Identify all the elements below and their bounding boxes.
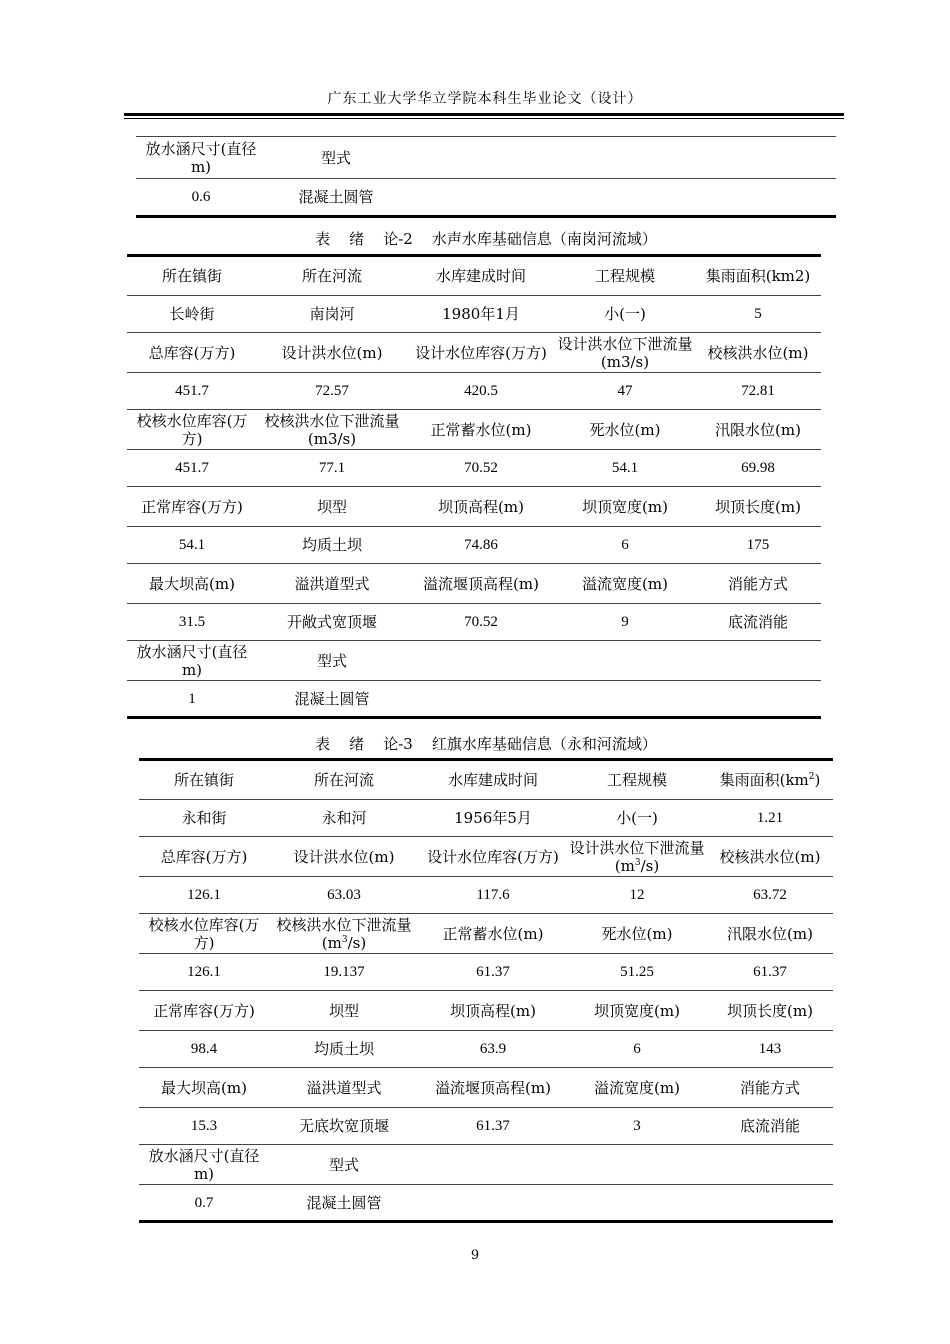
table-3-row [139, 1068, 833, 1108]
table-2-cell [555, 641, 695, 681]
table-2-cell: 坝型 [257, 487, 407, 527]
table-1-cell [406, 179, 549, 217]
table-2-cell [555, 681, 695, 718]
table-3-cell: 水库建成时间 [419, 760, 567, 800]
table-2-cell: 1980年1月 [407, 296, 555, 333]
table-2-row [127, 296, 821, 333]
table-3-caption: 表 绪 论-3 红旗水库基础信息（永和河流域） [315, 735, 657, 753]
table-1-continued [136, 136, 836, 218]
table-3-cell: 12 [567, 877, 707, 914]
table-3-cell: 底流消能 [707, 1108, 833, 1145]
table-2-cell: 底流消能 [695, 604, 821, 641]
table-3-cell: 19.137 [269, 954, 419, 991]
table-3-row [139, 991, 833, 1031]
table-3-cell: 61.37 [707, 954, 833, 991]
table-2-cell: 70.52 [407, 450, 555, 487]
table-3-cell: 校核洪水位(m) [707, 837, 833, 877]
table-3-row [139, 954, 833, 991]
table-2-cell: 31.5 [127, 604, 257, 641]
table-2-cell: 175 [695, 527, 821, 564]
table-1-row [136, 137, 836, 179]
table-3-cell: 63.72 [707, 877, 833, 914]
table-2-cell: 正常蓄水位(m) [407, 410, 555, 450]
table-2-cell: 47 [555, 373, 695, 410]
table-2-cell: 开敞式宽顶堰 [257, 604, 407, 641]
table-3-row [139, 800, 833, 837]
table-3-cell: 混凝土圆管 [269, 1185, 419, 1222]
table-2-row [127, 681, 821, 718]
table-3-cell: 坝型 [269, 991, 419, 1031]
table-2-cell: 水库建成时间 [407, 256, 555, 296]
table-3-cell: 143 [707, 1031, 833, 1068]
header-rule [124, 113, 844, 119]
table-3 [139, 758, 833, 1223]
table-2-cell: 工程规模 [555, 256, 695, 296]
table-3-cell: 溢流宽度(m) [567, 1068, 707, 1108]
table-2-row [127, 527, 821, 564]
table-2-cell: 70.52 [407, 604, 555, 641]
table-2-caption: 表 绪 论-2 水声水库基础信息（南岗河流域） [315, 230, 657, 248]
table-3-row [139, 1145, 833, 1185]
table-3-cell: 126.1 [139, 954, 269, 991]
table-2-cell: 校核洪水位(m) [695, 333, 821, 373]
table-2-cell: 72.57 [257, 373, 407, 410]
table-3-row [139, 1185, 833, 1222]
table-3-cell: 校核洪水位下泄流量$(m^3/s)$ [269, 914, 419, 954]
table-3-cell [567, 1185, 707, 1222]
table-2 [127, 254, 821, 719]
table-3-cell: 溢洪道型式 [269, 1068, 419, 1108]
table-2-cell: 放水涵尺寸(直径m) [127, 641, 257, 681]
table-3-cell [419, 1185, 567, 1222]
table-2-cell: 坝顶长度(m) [695, 487, 821, 527]
table-2-cell: 54.1 [555, 450, 695, 487]
table-3-cell: 溢流堰顶高程(m) [419, 1068, 567, 1108]
table-2-cell [695, 641, 821, 681]
page-number: 9 [470, 1248, 480, 1263]
table-2-cell: 设计水位库容(万方) [407, 333, 555, 373]
table-3-cell: 51.25 [567, 954, 707, 991]
table-3-cell: 放水涵尺寸(直径m) [139, 1145, 269, 1185]
table-2-row [127, 373, 821, 410]
table-3-cell [707, 1145, 833, 1185]
table-2-cell: 南岗河 [257, 296, 407, 333]
table-1-cell [693, 137, 836, 179]
table-3-cell: 校核水位库容(万方) [139, 914, 269, 954]
table-3-cell: 正常库容(万方) [139, 991, 269, 1031]
table-2-cell: 死水位(m) [555, 410, 695, 450]
table-2-cell [407, 641, 555, 681]
table-2-cell: 最大坝高(m) [127, 564, 257, 604]
page-header-title: 广东工业大学华立学院本科生毕业论文（设计） [327, 91, 643, 107]
table-2-row [127, 487, 821, 527]
table-2-cell [407, 681, 555, 718]
table-3-cell: 126.1 [139, 877, 269, 914]
table-3-cell: 设计洪水位下泄流量$(m^3/s)$ [567, 837, 707, 877]
table-2-cell: 溢流宽度(m) [555, 564, 695, 604]
table-3-cell: 设计水位库容(万方) [419, 837, 567, 877]
table-3-cell: 3 [567, 1108, 707, 1145]
table-3-row [139, 837, 833, 877]
table-3-cell: 63.03 [269, 877, 419, 914]
table-3-row [139, 760, 833, 800]
table-1-cell: 型式 [266, 137, 406, 179]
table-2-row [127, 333, 821, 373]
table-3-cell: 15.3 [139, 1108, 269, 1145]
table-3-cell: 0.7 [139, 1185, 269, 1222]
table-3-cell: 死水位(m) [567, 914, 707, 954]
table-2-cell: 总库容(万方) [127, 333, 257, 373]
table-3-cell: 1.21 [707, 800, 833, 837]
table-2-cell: 混凝土圆管 [257, 681, 407, 718]
table-3-cell: 所在河流 [269, 760, 419, 800]
table-2-cell: 设计洪水位(m) [257, 333, 407, 373]
table-3-cell: 无底坎宽顶堰 [269, 1108, 419, 1145]
table-2-cell: 集雨面积(km2) [695, 256, 821, 296]
table-3-cell: 61.37 [419, 1108, 567, 1145]
table-2-cell: 校核洪水位下泄流量(m3/s) [257, 410, 407, 450]
table-2-cell: 69.98 [695, 450, 821, 487]
table-3-cell: 永和街 [139, 800, 269, 837]
table-2-cell: 溢流堰顶高程(m) [407, 564, 555, 604]
table-2-cell: 汛限水位(m) [695, 410, 821, 450]
table-2-cell [695, 681, 821, 718]
table-2-cell: 小(一) [555, 296, 695, 333]
table-3-cell [567, 1145, 707, 1185]
table-2-cell: 74.86 [407, 527, 555, 564]
table-3-cell [419, 1145, 567, 1185]
table-2-cell: 所在河流 [257, 256, 407, 296]
table-3-cell: 汛限水位(m) [707, 914, 833, 954]
table-3-cell: 61.37 [419, 954, 567, 991]
table-1-cell: 混凝土圆管 [266, 179, 406, 217]
table-2-cell: 均质土坝 [257, 527, 407, 564]
table-2-cell: 9 [555, 604, 695, 641]
table-2-row [127, 564, 821, 604]
table-2-row [127, 450, 821, 487]
table-3-cell: 63.9 [419, 1031, 567, 1068]
table-2-cell: 420.5 [407, 373, 555, 410]
table-2-cell: 451.7 [127, 373, 257, 410]
table-2-row [127, 641, 821, 681]
table-3-cell: 永和河 [269, 800, 419, 837]
table-2-cell: 校核水位库容(万方) [127, 410, 257, 450]
table-2-row [127, 256, 821, 296]
table-2-cell: 6 [555, 527, 695, 564]
table-1-cell [549, 137, 692, 179]
table-3-row [139, 1031, 833, 1068]
table-1-row [136, 179, 836, 217]
table-1-cell: 0.6 [136, 179, 266, 217]
table-3-row [139, 877, 833, 914]
table-3-row [139, 914, 833, 954]
table-1-cell [693, 179, 836, 217]
table-2-cell: 5 [695, 296, 821, 333]
table-3-cell: 98.4 [139, 1031, 269, 1068]
table-2-cell: 溢洪道型式 [257, 564, 407, 604]
table-1-cell: 放水涵尺寸(直径m) [136, 137, 266, 179]
table-3-cell: 坝顶高程(m) [419, 991, 567, 1031]
table-2-cell: 所在镇街 [127, 256, 257, 296]
table-2-cell: 451.7 [127, 450, 257, 487]
table-3-cell: 最大坝高(m) [139, 1068, 269, 1108]
table-3-cell: 正常蓄水位(m) [419, 914, 567, 954]
table-2-cell: 77.1 [257, 450, 407, 487]
table-1-cell [549, 179, 692, 217]
table-2-cell: 54.1 [127, 527, 257, 564]
table-2-row [127, 604, 821, 641]
table-2-cell: 72.81 [695, 373, 821, 410]
table-3-cell: 所在镇街 [139, 760, 269, 800]
table-3-cell [707, 1185, 833, 1222]
table-2-row [127, 410, 821, 450]
table-3-cell: 消能方式 [707, 1068, 833, 1108]
table-3-cell: 工程规模 [567, 760, 707, 800]
table-2-cell: 正常库容(万方) [127, 487, 257, 527]
table-3-cell: 设计洪水位(m) [269, 837, 419, 877]
table-2-cell: 型式 [257, 641, 407, 681]
table-3-cell: 坝顶长度(m) [707, 991, 833, 1031]
table-3-cell: 小(一) [567, 800, 707, 837]
table-2-cell: 1 [127, 681, 257, 718]
table-3-cell: 均质土坝 [269, 1031, 419, 1068]
table-1-cell [406, 137, 549, 179]
table-3-cell: 集雨面积$(km^2)$ [707, 760, 833, 800]
table-2-cell: 消能方式 [695, 564, 821, 604]
table-2-cell: 坝顶宽度(m) [555, 487, 695, 527]
table-2-cell: 长岭街 [127, 296, 257, 333]
table-3-row [139, 1108, 833, 1145]
table-2-cell: 坝顶高程(m) [407, 487, 555, 527]
table-3-cell: 117.6 [419, 877, 567, 914]
table-3-cell: 总库容(万方) [139, 837, 269, 877]
table-3-cell: 坝顶宽度(m) [567, 991, 707, 1031]
table-3-cell: 1956年5月 [419, 800, 567, 837]
table-2-cell: 设计洪水位下泄流量(m3/s) [555, 333, 695, 373]
table-3-cell: 6 [567, 1031, 707, 1068]
table-3-cell: 型式 [269, 1145, 419, 1185]
